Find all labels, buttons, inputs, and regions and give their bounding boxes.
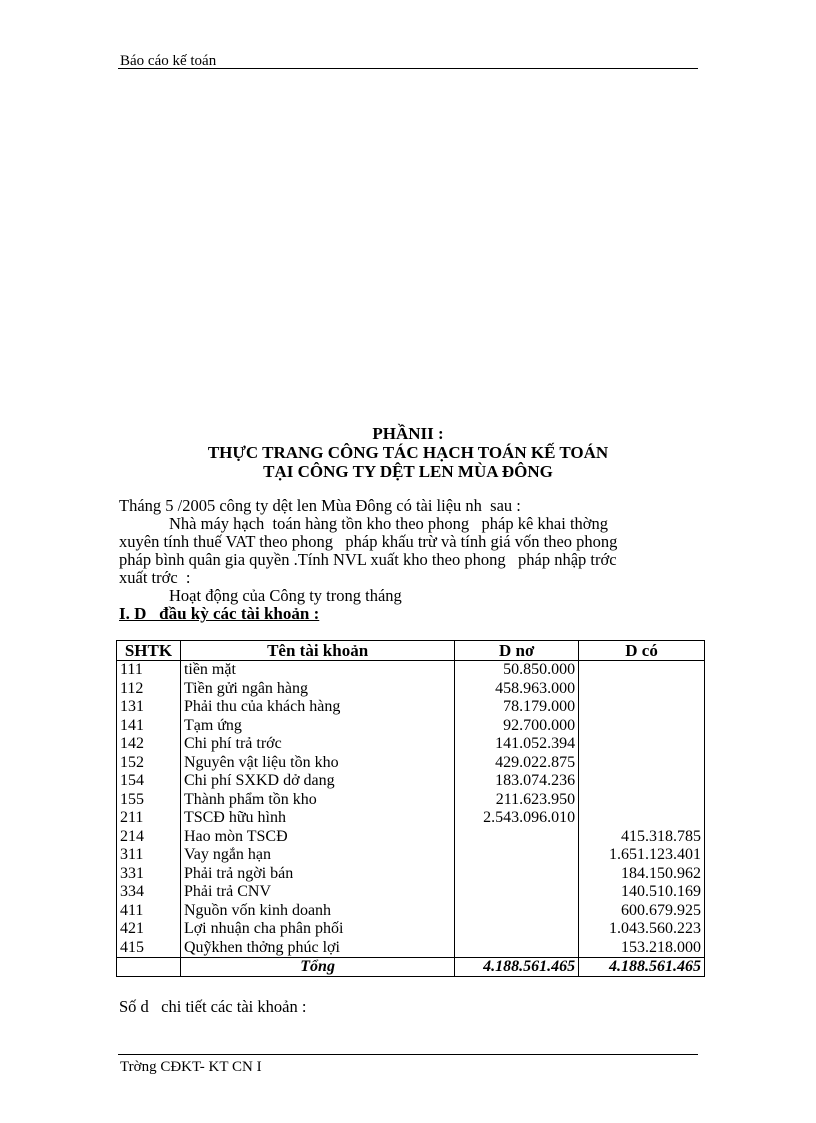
debit-cell: 211.623.950 — [455, 790, 579, 809]
credit-cell — [579, 735, 705, 754]
header-credit: D có — [579, 641, 705, 661]
account-code-cell: 334 — [117, 883, 181, 902]
debit-cell: 429.022.875 — [455, 753, 579, 772]
account-name-cell: tiền mặt — [180, 660, 454, 679]
account-code-cell: 131 — [117, 698, 181, 717]
intro-paragraph: Tháng 5 /2005 công ty dệt len Mùa Đông có tài liệu nh sau : — [119, 496, 521, 515]
method-paragraph-line-4: xuất trớc : — [119, 568, 191, 587]
debit-cell: 78.179.000 — [455, 698, 579, 717]
main-title-line-2: TẠI CÔNG TY DỆT LEN MÙA ĐÔNG — [263, 462, 553, 481]
account-code-cell: 311 — [117, 846, 181, 865]
debit-cell — [455, 864, 579, 883]
debit-cell — [455, 883, 579, 902]
credit-cell: 153.218.000 — [579, 938, 705, 957]
table-row — [117, 883, 705, 902]
account-code-cell: 411 — [117, 901, 181, 920]
detail-balances-line: Số d chi tiết các tài khoản : — [119, 997, 307, 1016]
account-code-cell: 211 — [117, 809, 181, 828]
account-name-cell: Phải thu của khách hàng — [180, 698, 454, 717]
debit-cell — [455, 827, 579, 846]
credit-cell: 1.043.560.223 — [579, 920, 705, 939]
debit-cell: 92.700.000 — [455, 716, 579, 735]
table-row — [117, 716, 705, 735]
page-footer: Trờng CĐKT- KT CN I — [120, 1059, 262, 1075]
header-divider — [118, 68, 698, 69]
footer-divider — [118, 1054, 698, 1055]
account-name-cell: Lợi nhuận cha phân phối — [180, 920, 454, 939]
table-row — [117, 901, 705, 920]
account-name-cell: Thành phẩm tồn kho — [180, 790, 454, 809]
account-name-cell: Chi phí SXKD dở dang — [180, 772, 454, 791]
table-row — [117, 698, 705, 717]
account-code-cell: 415 — [117, 938, 181, 957]
account-code-cell: 142 — [117, 735, 181, 754]
debit-cell — [455, 920, 579, 939]
credit-cell — [579, 790, 705, 809]
table-row — [117, 660, 705, 679]
account-name-cell: Vay ngắn hạn — [180, 846, 454, 865]
method-paragraph-line-3: pháp bình quân gia quyền .Tính NVL xuất kho theo phong pháp nhập trớc — [119, 550, 617, 569]
credit-cell: 140.510.169 — [579, 883, 705, 902]
account-code-cell: 111 — [117, 660, 181, 679]
account-code-cell: 331 — [117, 864, 181, 883]
account-name-cell: Tạm ứng — [180, 716, 454, 735]
opening-balance-table — [116, 640, 705, 977]
account-name-cell: Hao mòn TSCĐ — [180, 827, 454, 846]
credit-cell — [579, 660, 705, 679]
account-name-cell: TSCĐ hữu hình — [180, 809, 454, 828]
account-name-cell: Quỹkhen thởng phúc lợi — [180, 938, 454, 957]
account-code-cell: 154 — [117, 772, 181, 791]
account-name-cell: Nguồn vốn kinh doanh — [180, 901, 454, 920]
total-debit: 4.188.561.465 — [455, 957, 579, 977]
total-code — [117, 957, 181, 977]
header-account-name: Tên tài khoản — [180, 641, 454, 661]
debit-cell: 50.850.000 — [455, 660, 579, 679]
account-name-cell: Nguyên vật liệu tồn kho — [180, 753, 454, 772]
method-paragraph-line-1: Nhà máy hạch toán hàng tồn kho theo phong pháp kê khai thờng — [169, 514, 609, 533]
account-name-cell: Tiền gửi ngân hàng — [180, 679, 454, 698]
credit-cell — [579, 809, 705, 828]
account-name-cell: Chi phí trả trớc — [180, 735, 454, 754]
table-row — [117, 809, 705, 828]
table-row — [117, 938, 705, 957]
table-header-row — [117, 641, 705, 661]
debit-cell: 141.052.394 — [455, 735, 579, 754]
header-account-code: SHTK — [117, 641, 181, 661]
header-debit: D nơ — [455, 641, 579, 661]
table-row — [117, 735, 705, 754]
credit-cell — [579, 679, 705, 698]
account-name-cell: Phải trả CNV — [180, 883, 454, 902]
credit-cell: 415.318.785 — [579, 827, 705, 846]
total-credit: 4.188.561.465 — [579, 957, 705, 977]
credit-cell: 1.651.123.401 — [579, 846, 705, 865]
total-label: Tổng — [180, 957, 454, 977]
account-code-cell: 155 — [117, 790, 181, 809]
credit-cell — [579, 716, 705, 735]
table-row — [117, 827, 705, 846]
page-header: Báo cáo kế toán — [120, 53, 217, 69]
credit-cell: 600.679.925 — [579, 901, 705, 920]
debit-cell: 2.543.096.010 — [455, 809, 579, 828]
account-code-cell: 421 — [117, 920, 181, 939]
credit-cell — [579, 772, 705, 791]
debit-cell — [455, 901, 579, 920]
credit-cell — [579, 698, 705, 717]
section-heading: I. D đầu kỳ các tài khoản : — [119, 604, 320, 623]
debit-cell — [455, 846, 579, 865]
table-row — [117, 864, 705, 883]
credit-cell: 184.150.962 — [579, 864, 705, 883]
part-title: PHẦNII : — [372, 424, 444, 443]
credit-cell — [579, 753, 705, 772]
debit-cell — [455, 938, 579, 957]
table-row — [117, 790, 705, 809]
account-code-cell: 141 — [117, 716, 181, 735]
table-row — [117, 679, 705, 698]
total-row — [117, 957, 705, 977]
table-row — [117, 772, 705, 791]
method-paragraph-line-2: xuyên tính thuế VAT theo phong pháp khấu trừ và tính giá vốn theo phong — [119, 532, 618, 551]
table-row — [117, 753, 705, 772]
account-name-cell: Phải trả ngời bán — [180, 864, 454, 883]
main-title-line-1: THỰC TRANG CÔNG TÁC HẠCH TOÁN KẾ TOÁN — [207, 443, 609, 462]
table-row — [117, 846, 705, 865]
account-code-cell: 152 — [117, 753, 181, 772]
table-row — [117, 920, 705, 939]
activity-paragraph: Hoạt động của Công ty trong tháng — [169, 586, 402, 605]
account-code-cell: 214 — [117, 827, 181, 846]
account-code-cell: 112 — [117, 679, 181, 698]
debit-cell: 183.074.236 — [455, 772, 579, 791]
debit-cell: 458.963.000 — [455, 679, 579, 698]
